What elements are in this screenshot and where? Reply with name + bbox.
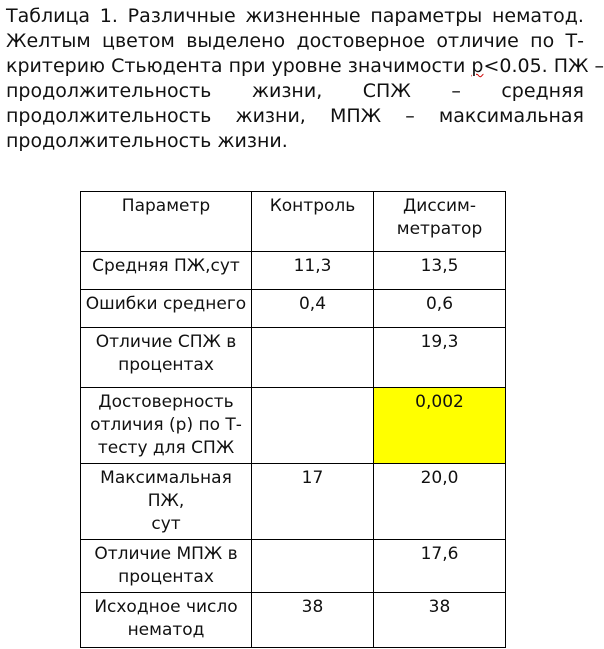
caption-text: продолжительность жизни. — [6, 130, 288, 152]
cell-parameter: Достоверность отличия (р) по Т- тесту для СПЖ — [81, 388, 252, 464]
caption-word: Желтым — [6, 30, 91, 52]
cell-parameter: Исходное число нематод — [81, 593, 252, 648]
caption-word: – — [451, 80, 461, 102]
caption-word: жизни, — [235, 105, 306, 127]
caption-word: МПЖ — [329, 105, 382, 127]
table-header-row — [81, 192, 506, 252]
cell-parameter: Средняя ПЖ,сут — [81, 252, 252, 290]
caption-line-4 — [6, 79, 584, 104]
cell-control: 17 — [252, 464, 374, 540]
cell-dissimmetrator: 13,5 — [374, 252, 506, 290]
caption-line-3 — [6, 54, 604, 79]
caption-word: жизненные — [245, 5, 361, 27]
cell-control: 11,3 — [252, 252, 374, 290]
cell-control — [252, 328, 374, 388]
table-caption — [6, 4, 604, 154]
cell-control — [252, 388, 374, 464]
table-row — [81, 252, 506, 290]
cell-dissimmetrator: 19,3 — [374, 328, 506, 388]
cell-parameter: Отличие СПЖ в процентах — [81, 328, 252, 388]
caption-word: нематод. — [491, 5, 584, 27]
caption-word: 1. — [99, 5, 118, 27]
caption-line-5 — [6, 104, 584, 129]
cell-dissimmetrator: 0,002 — [374, 388, 506, 464]
p-value-symbol: р — [471, 55, 484, 77]
cell-dissimmetrator: 20,0 — [374, 464, 506, 540]
caption-line-6 — [6, 129, 584, 154]
caption-word: СПЖ — [362, 80, 411, 102]
header-dissimmetrator: Диссим- метратор — [374, 192, 506, 252]
cell-control: 0,4 — [252, 290, 374, 328]
table-row — [81, 540, 506, 593]
caption-word: средняя — [501, 80, 584, 102]
caption-word: Различные — [127, 5, 236, 27]
caption-word: – — [405, 105, 415, 127]
nematode-parameters-table — [80, 191, 506, 648]
header-control: Контроль — [252, 192, 374, 252]
caption-text — [6, 54, 604, 79]
caption-line-2 — [6, 29, 584, 54]
caption-word: Т- — [565, 30, 584, 52]
table-row — [81, 290, 506, 328]
caption-line-1 — [6, 4, 584, 29]
table-row — [81, 328, 506, 388]
caption-word: параметры — [370, 5, 483, 27]
cell-parameter: Максимальная ПЖ, сут — [81, 464, 252, 540]
caption-word: продолжительность — [6, 105, 212, 127]
cell-dissimmetrator: 17,6 — [374, 540, 506, 593]
caption-word: цветом — [102, 30, 175, 52]
header-parameter: Параметр — [81, 192, 252, 252]
caption-word: продолжительность — [6, 80, 212, 102]
caption-word: максимальная — [438, 105, 584, 127]
cell-dissimmetrator: 0,6 — [374, 290, 506, 328]
caption-word: выделено — [186, 30, 286, 52]
cell-parameter: Отличие МПЖ в процентах — [81, 540, 252, 593]
table-row — [81, 388, 506, 464]
caption-text-a: критерию Стьюдента при уровне значимости — [6, 55, 472, 77]
caption-text-b: <0.05. ПЖ – — [483, 55, 604, 77]
table-row — [81, 464, 506, 540]
caption-word: достоверное — [296, 30, 426, 52]
cell-dissimmetrator: 38 — [374, 593, 506, 648]
cell-control: 38 — [252, 593, 374, 648]
table-row — [81, 593, 506, 648]
caption-word: по — [530, 30, 555, 52]
caption-word: отличие — [436, 30, 519, 52]
caption-word: Таблица — [6, 5, 91, 27]
cell-parameter: Ошибки среднего — [81, 290, 252, 328]
cell-control — [252, 540, 374, 593]
caption-word: жизни, — [251, 80, 323, 102]
